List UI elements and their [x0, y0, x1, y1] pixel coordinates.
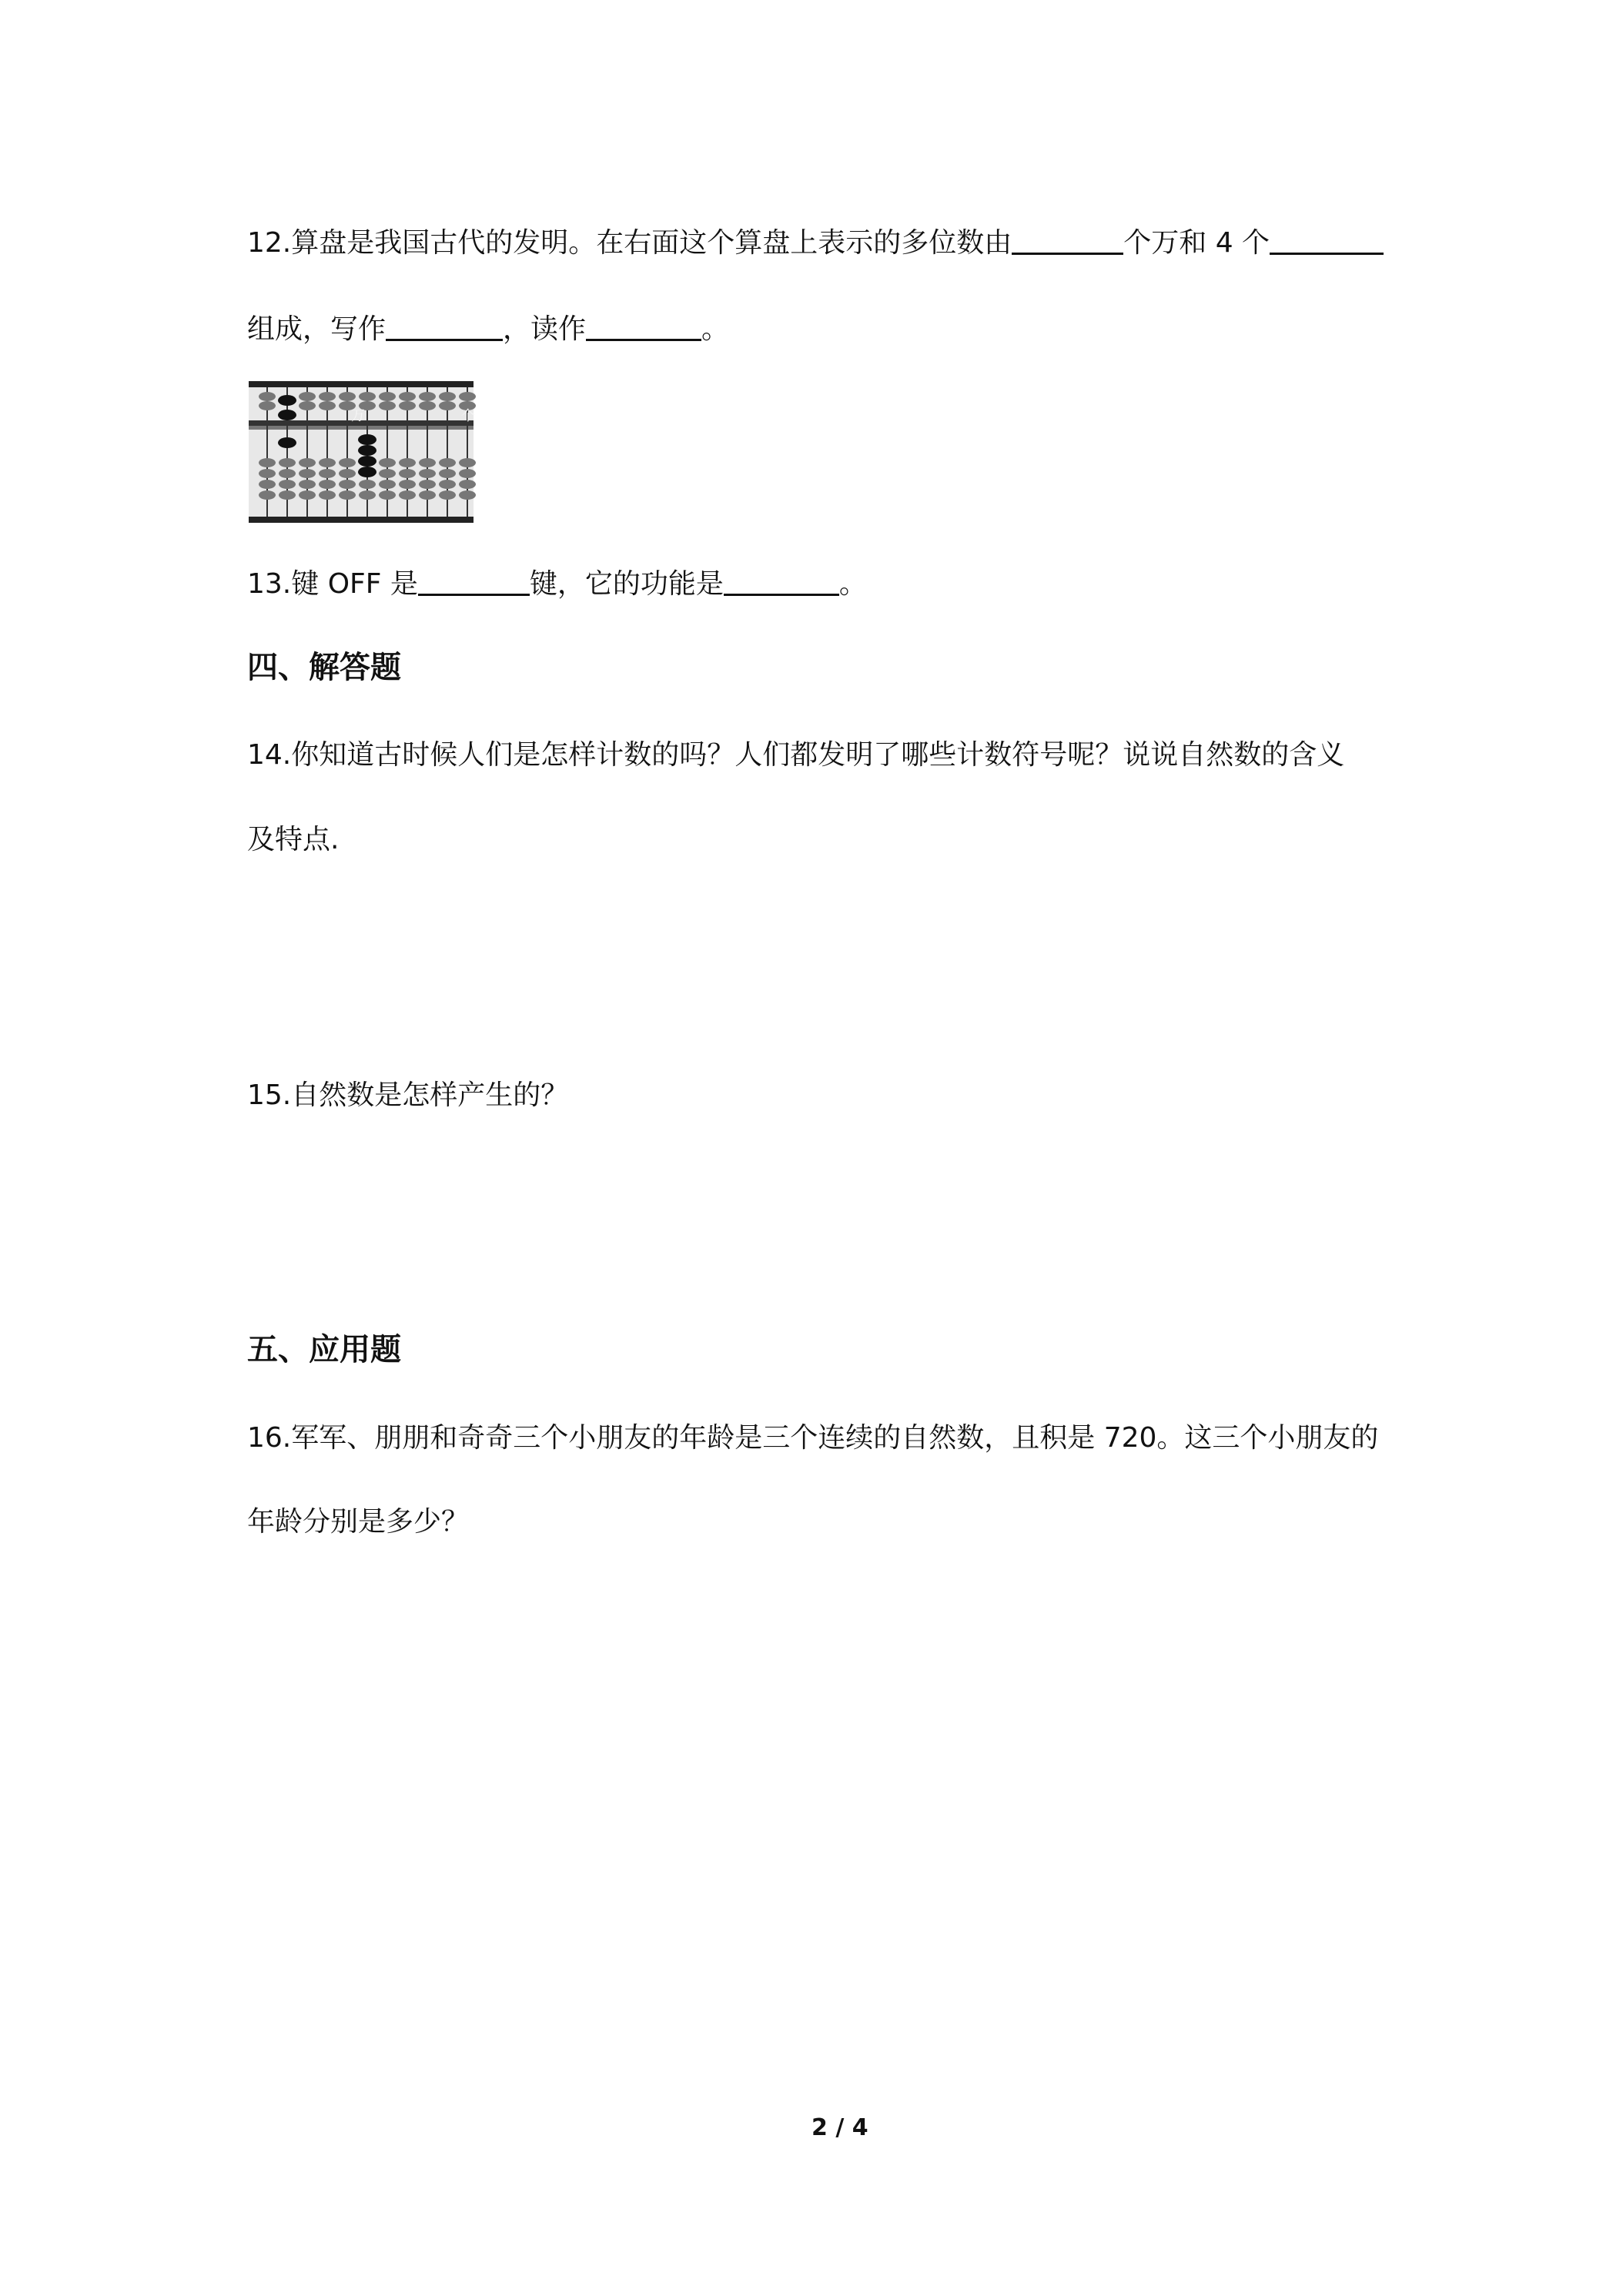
answer-blank-unit-name[interactable]	[1270, 253, 1384, 255]
question-16-line-2: 年龄分别是多少？	[247, 1506, 470, 1538]
question-12-line-2	[247, 311, 729, 348]
question-13-line	[247, 566, 867, 603]
question-14-line-2: 及特点.	[247, 824, 340, 855]
page-number: 2 / 4	[812, 2114, 868, 2141]
question-14-line-1: 14.你知道古时候人们是怎样计数的吗？人们都发明了哪些计数符号呢？说说自然数的含义	[247, 739, 1345, 771]
question-12-line-2-part-2: ，读作	[503, 313, 587, 345]
question-12-line-2-part-1: 组成，写作	[247, 313, 387, 345]
question-12-text-part-1: 12.算盘是我国古代的发明。在右面这个算盘上表示的多位数由	[247, 227, 1012, 259]
answer-blank-read-number[interactable]	[586, 339, 701, 341]
question-15-line: 15.自然数是怎样产生的？	[247, 1079, 569, 1111]
question-12-line-1	[247, 225, 1384, 262]
question-16-line-1: 16.军军、朋朋和奇奇三个小朋友的年龄是三个连续的自然数，且积是 720。这三个小朋友的	[247, 1422, 1379, 1454]
question-12-line-2-part-3: 。	[701, 313, 730, 345]
question-12-text-part-2: 个万和 4 个	[1123, 227, 1270, 259]
answer-blank-written-number[interactable]	[386, 339, 503, 341]
abacus-illustration	[249, 381, 474, 523]
answer-blank-key-name[interactable]	[418, 594, 530, 596]
question-13-text-part-1: 13.键 OFF 是	[247, 568, 418, 600]
abacus-wan-label: 万	[351, 408, 365, 424]
abacus-image	[249, 381, 474, 523]
section-4-heading: 四、解答题	[247, 650, 401, 685]
question-13-text-part-2: 键，它的功能是	[529, 568, 724, 600]
abacus-ge-label: 个	[461, 408, 475, 424]
answer-blank-key-function[interactable]	[724, 594, 839, 596]
question-13-text-part-3: 。	[838, 568, 867, 600]
answer-blank-ten-thousands-count[interactable]	[1012, 253, 1123, 255]
section-5-heading: 五、应用题	[247, 1332, 401, 1367]
